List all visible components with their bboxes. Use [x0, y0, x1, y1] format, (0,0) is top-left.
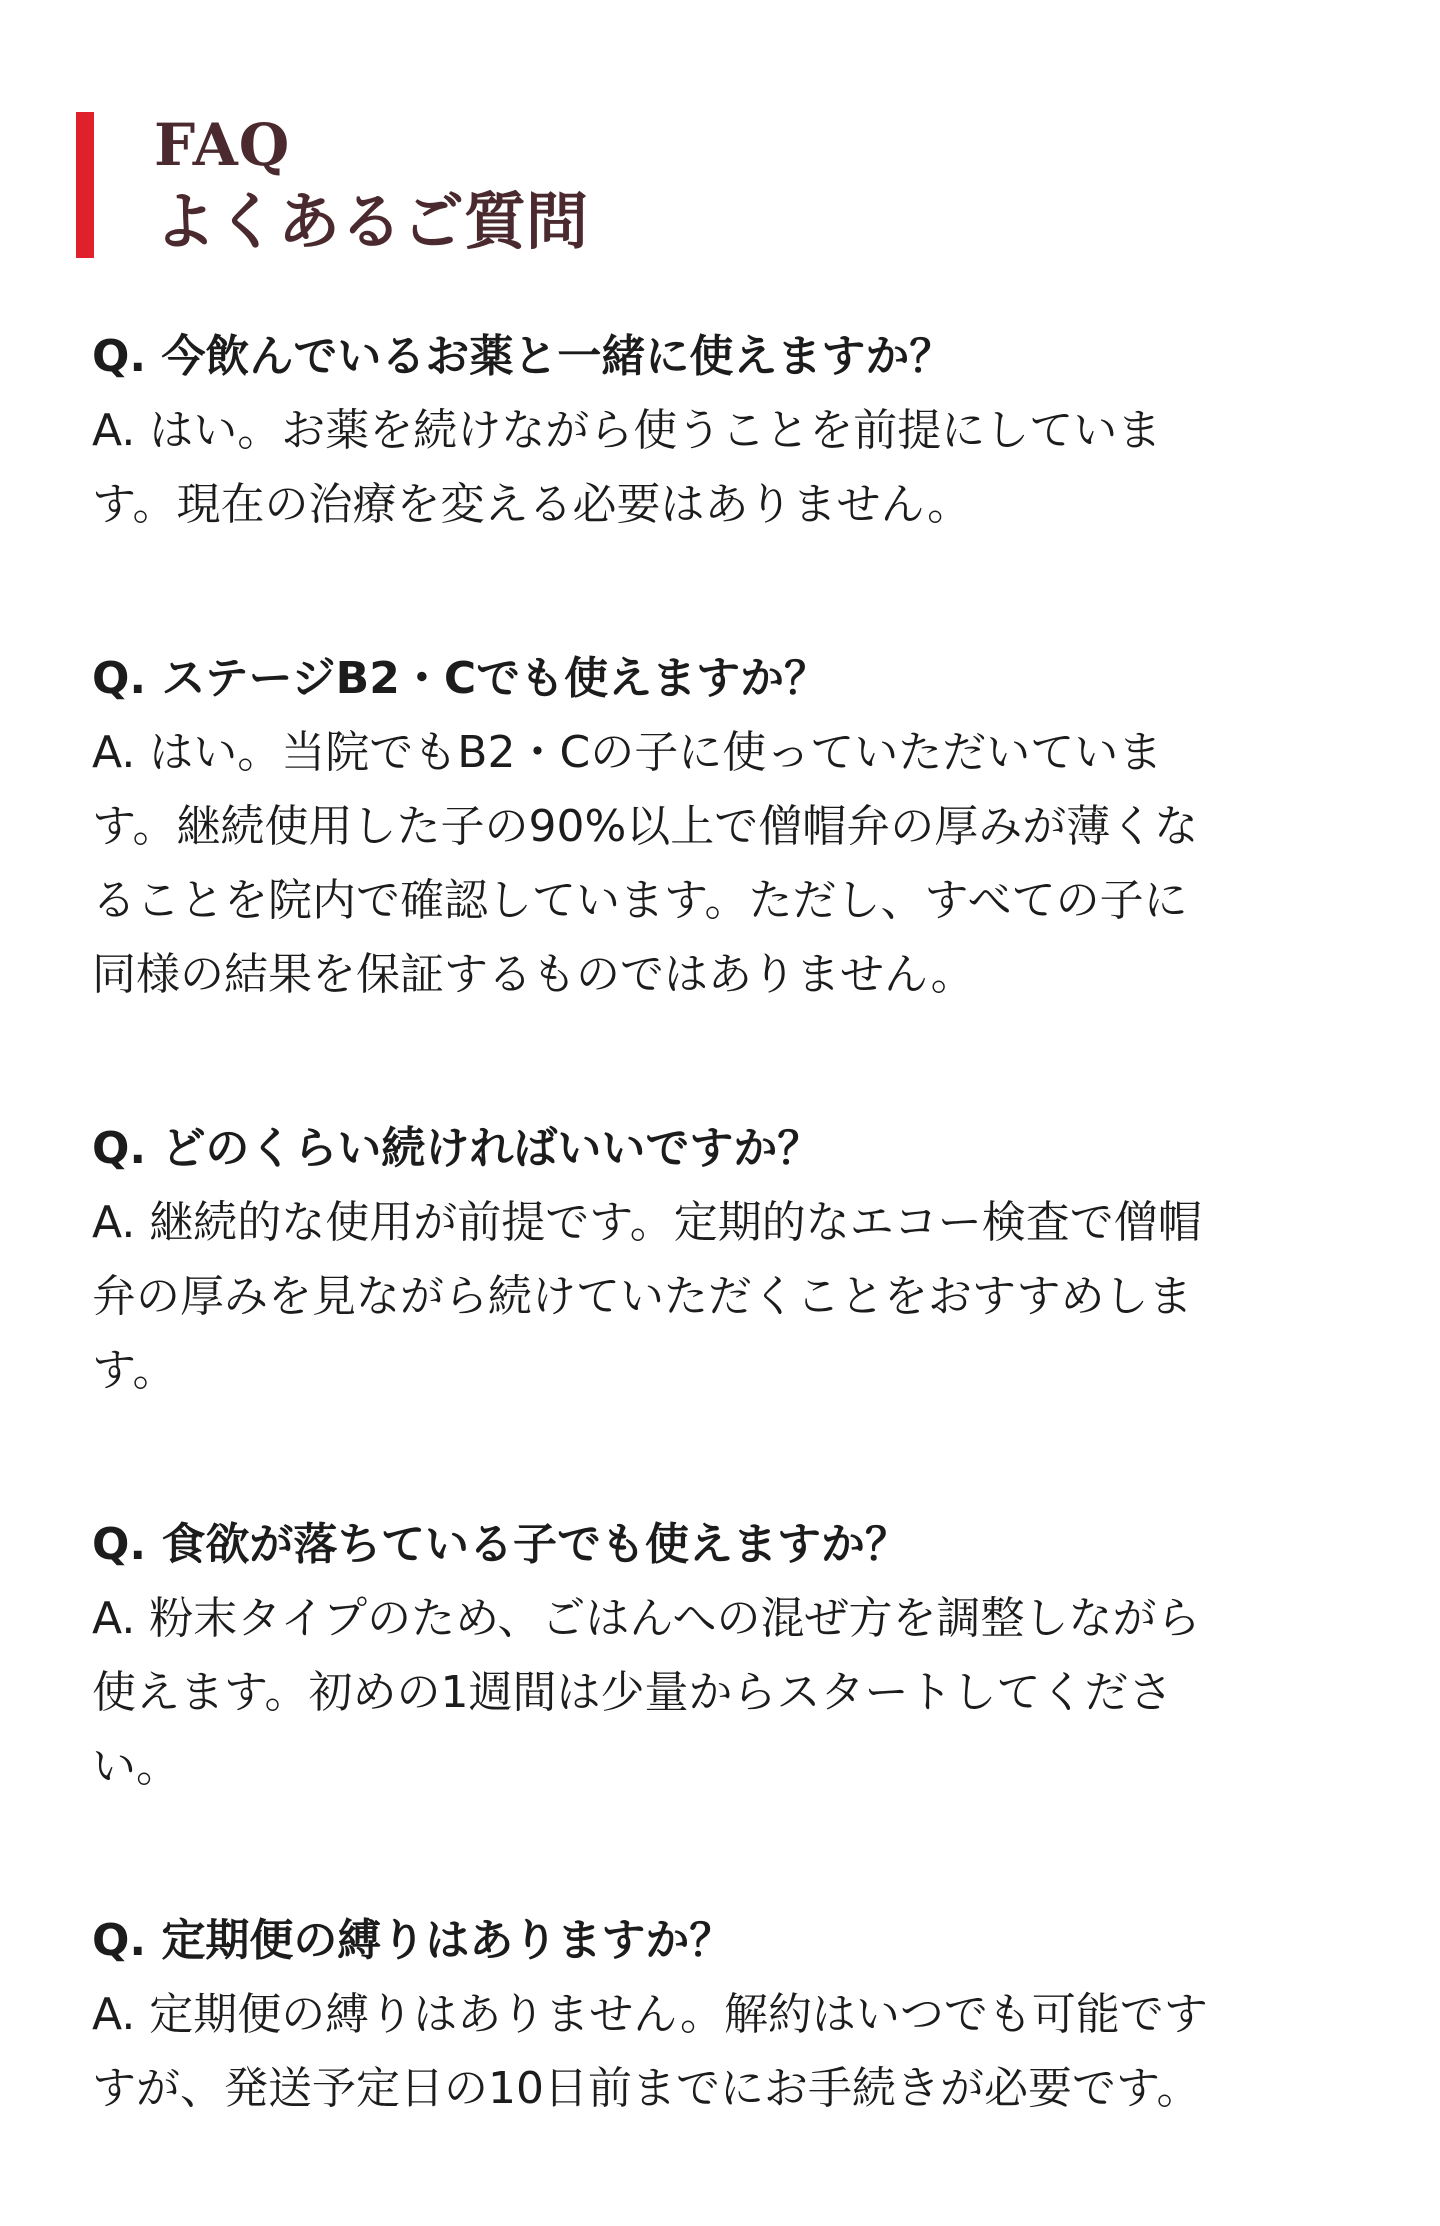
faq-question: Q. どのくらい続ければいいですか？: [92, 1123, 822, 1174]
page-title-jp: よくあるご質問: [154, 185, 589, 258]
faq-answer-line: 同様の結果を保証するものではありません。: [92, 949, 975, 1000]
faq-answer-line: すが、発送予定日の10日前までにお手続きが必要です。: [92, 2063, 1201, 2114]
faq-header: [76, 112, 1376, 260]
faq-question: Q. 定期便の縛りはありますか？: [92, 1915, 734, 1966]
faq-answer: [92, 394, 1372, 542]
faq-list: [92, 320, 1372, 2226]
faq-answer-line: A. 粉末タイプのため、ごはんへの混ぜ方を調整しながら: [92, 1593, 1201, 1644]
faq-answer: [92, 1582, 1372, 1804]
faq-question: Q. 今飲んでいるお薬と一緒に使えますか？: [92, 331, 954, 382]
faq-item: [92, 1904, 1372, 2126]
faq-item: [92, 1112, 1372, 1408]
faq-answer-line: ることを院内で確認しています。ただし、すべての子に: [92, 875, 1188, 926]
faq-answer-line: A. はい。当院でもB2・Cの子に使っていただいていま: [92, 727, 1163, 778]
faq-answer-line: す。: [92, 1345, 177, 1396]
faq-item: [92, 642, 1372, 1012]
faq-answer-line: 使えます。初めの1週間は少量からスタートしてくださ: [92, 1667, 1173, 1718]
faq-answer-line: A. 定期便の縛りはありません。解約はいつでも可能です: [92, 1989, 1208, 2040]
faq-answer: [92, 1978, 1372, 2126]
faq-answer-line: い。: [92, 1741, 180, 1792]
accent-bar: [76, 112, 94, 258]
faq-answer-line: す。継続使用した子の90%以上で僧帽弁の厚みが薄くな: [92, 801, 1199, 852]
faq-item: [92, 1508, 1372, 1804]
faq-answer: [92, 716, 1372, 1012]
faq-item: [92, 320, 1372, 542]
faq-answer-line: す。現在の治療を変える必要はありません。: [92, 479, 972, 530]
page-title-en: FAQ: [154, 111, 291, 179]
faq-question: Q. ステージB2・Cでも使えますか？: [92, 653, 829, 704]
faq-answer-line: A. 継続的な使用が前提です。定期的なエコー検査で僧帽: [92, 1197, 1202, 1248]
faq-question: Q. 食欲が落ちている子でも使えますか？: [92, 1519, 909, 1570]
faq-answer-line: 弁の厚みを見ながら続けていただくことをおすすめしま: [92, 1271, 1193, 1322]
faq-answer: [92, 1186, 1372, 1408]
faq-answer-line: A. はい。お薬を続けながら使うことを前提にしていま: [92, 405, 1162, 456]
